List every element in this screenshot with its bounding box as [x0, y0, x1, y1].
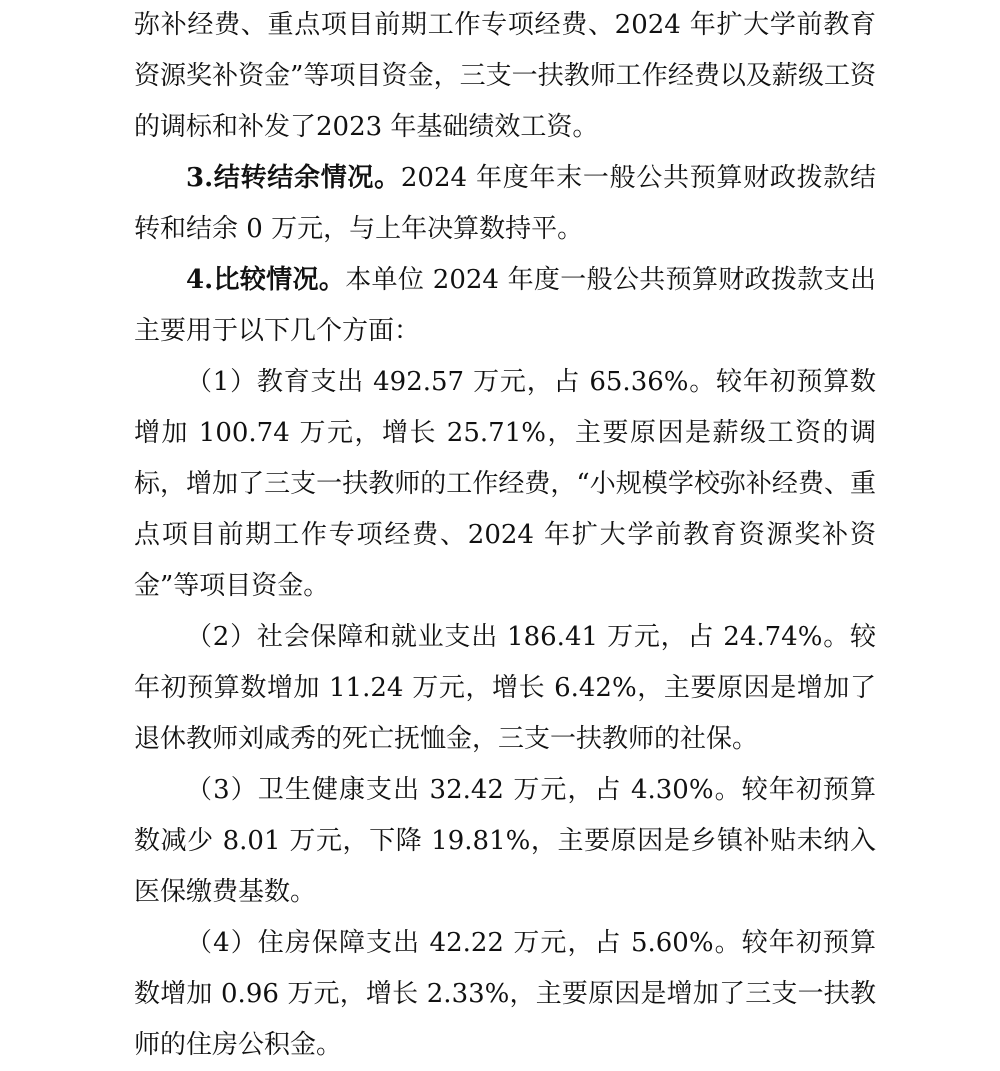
continuation-paragraph: 弥补经费、重点项目前期工作专项经费、2024 年扩大学前教育资源奖补资金”等项目资金，三支一扶教师工作经费以及薪级工资的调标和补发了2023 年基础绩效工资。: [134, 10, 876, 142]
section-4-body: 本单位 2024 年度一般公共预算财政拨款支出主要用于以下几个方面：: [134, 265, 876, 346]
section-3-paragraph: [134, 153, 876, 255]
expense-item-1: （1）教育支出 492.57 万元，占 65.36%。较年初预算数增加 100.74 万元，增长 25.71%，主要原因是薪级工资的调标，增加了三支一扶教师的工作经费，“小规模学校弥补经费、重点项目前期工作专项经费、2024 年扩大学前教育资源奖补资金”等项目资金。: [134, 367, 876, 601]
section-4-heading: 4.比较情况。: [186, 265, 346, 295]
section-3-heading: 3.结转结余情况。: [186, 163, 401, 193]
expense-item-4: （4）住房保障支出 42.22 万元，占 5.60%。较年初预算数增加 0.96 万元，增长 2.33%，主要原因是增加了三支一扶教师的住房公积金。: [134, 928, 876, 1060]
section-4-paragraph: [134, 255, 876, 357]
document-page: [134, 0, 876, 1071]
expense-item-3: （3）卫生健康支出 32.42 万元，占 4.30%。较年初预算数减少 8.01 万元，下降 19.81%，主要原因是乡镇补贴未纳入医保缴费基数。: [134, 775, 876, 907]
section-3-body: 2024 年度年末一般公共预算财政拨款结转和结余 0 万元，与上年决算数持平。: [134, 163, 876, 244]
expense-item-2: （2）社会保障和就业支出 186.41 万元，占 24.74%。较年初预算数增加 11.24 万元，增长 6.42%，主要原因是增加了退休教师刘咸秀的死亡抚恤金，三支一扶教师的社保。: [134, 622, 876, 754]
